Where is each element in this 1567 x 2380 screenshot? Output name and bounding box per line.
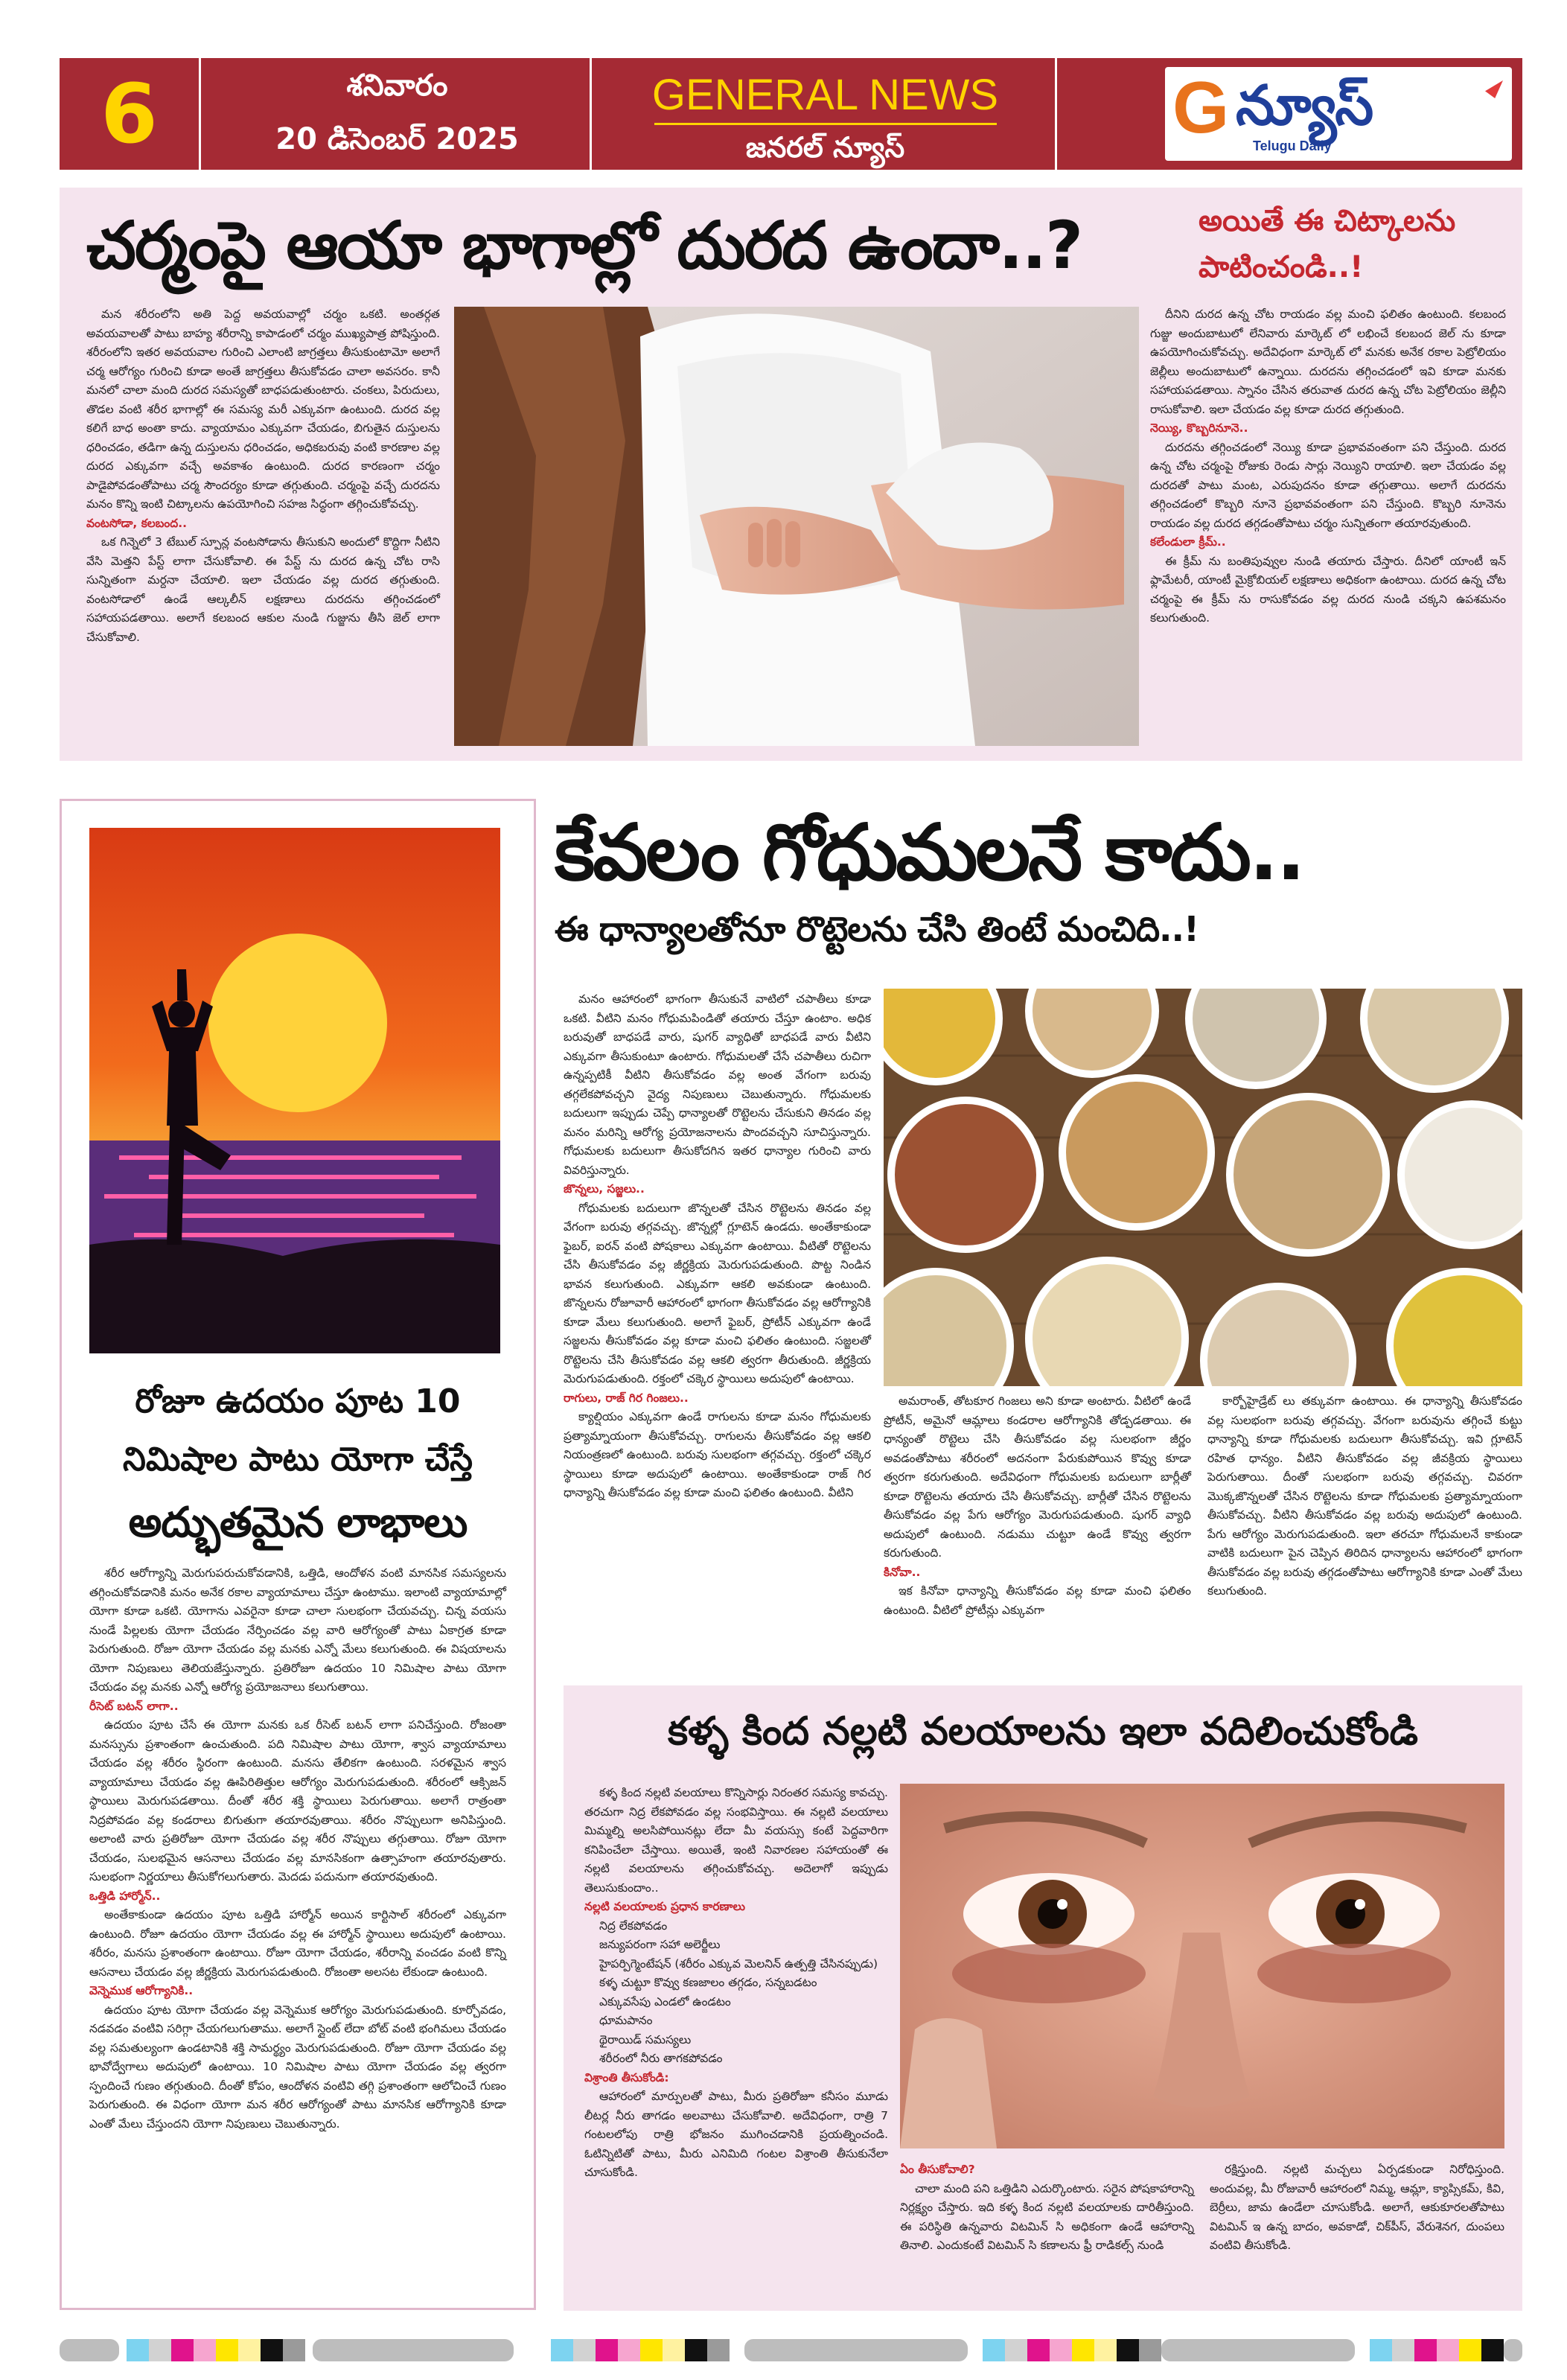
logo-swoosh-icon xyxy=(1485,80,1503,98)
registration-swatch xyxy=(1414,2339,1437,2361)
registration-swatch xyxy=(1094,2339,1117,2361)
section-title-te: జనరల్ న్యూస్ xyxy=(745,131,905,164)
subheading: వెన్నెముక ఆరోగ్యానికి.. xyxy=(89,1984,194,1997)
headline-line-3: అద్భుతమైన లాభాలు xyxy=(128,1499,467,1547)
paragraph: దురదను తగ్గించడంలో నెయ్యి కూడా ప్రభావవంతంగా పని చేస్తుంది. దురద ఉన్న చోట చర్మంపై రోజుకు రెండు సార్లు నెయ్యిని రాయాలి. ఇలా చేయడం వల్ల దురదతో పాటు మంట, ఎరుపుదనం కూడా తగ్గుతాయి. అలాగే దురదను తగ్గించడంలో కొబ్బరి నూనె ప్రభావవంతంగా పని చేస్తుంది. కొబ్బరి నూనెను రాయడం వల్ల దురద తగ్గడంతోపాటు చర్మం సున్నితంగా తయారవుతుంది. xyxy=(1150,440,1506,530)
logo-letter: G xyxy=(1172,66,1230,148)
subheading: కలేండులా క్రీమ్.. xyxy=(1150,535,1226,549)
article-itching-left-column xyxy=(86,305,440,647)
registration-swatch xyxy=(60,2339,119,2361)
subheading: విశ్రాంతి తీసుకోండి: xyxy=(584,2070,669,2084)
tagline-line-2: పాటించండి..! xyxy=(1199,250,1364,284)
itching-arm-photo xyxy=(454,307,1139,746)
registration-swatch xyxy=(618,2339,640,2361)
registration-swatch xyxy=(1161,2339,1355,2361)
registration-swatch xyxy=(640,2339,663,2361)
paragraph: ఉదయం పూట చేసే ఈ యోగా మనకు ఒక రీసెట్ బటన్ లాగా పనిచేస్తుంది. రోజంతా మనస్సును ప్రశాంతంగా ఉంచుతుంది. పది నిమిషాల పాటు యోగా, శ్వాస వ్యాయామాలు చేయడం వల్ల శరీరం స్థిరంగా ఉంటుంది. మనసు తేలికగా ఉంటుంది. సరళమైన శ్వాస వ్యాయామాలు చేయడం వల్ల ఊపిరితిత్తుల ఆరోగ్యం మెరుగుపడుతుంది. శరీరంలో ఆక్సిజన్ స్థాయిలు మెరుగుపడతాయి. దీంతో శరీర శక్తి స్థాయిలు పెరుగుతాయి. అలాగే రాత్రంతా నిద్రపోవడం వల్ల కండరాలు బిగుతుగా తయారవుతాయి. శరీరం నొప్పులుగా అనిపిస్తుంది. అలాంటి వారు ప్రతిరోజూ యోగా చేయడం వల్ల శరీర నొప్పులు తగ్గుతాయి. రోజూ యోగా చేయడం, సులభమైన ఆసనాలు చేయడం వల్ల మానసికంగా ఉత్సాహంగా తయారవుతారు. సులభంగా నిర్ణయాలు తీసుకోగలుగుతారు. మెదడు పదునుగా తయారవుతుంది. xyxy=(89,1718,506,1883)
article-eyes-headline: కళ్ళ కింద నల్లటి వలయాలను ఇలా వదిలించుకోండి xyxy=(668,1709,1418,1754)
yoga-sunset-photo xyxy=(89,828,500,1353)
registration-swatch xyxy=(194,2339,216,2361)
paragraph: దీనిని దురద ఉన్న చోట రాయడం వల్ల మంచి ఫలితం ఉంటుంది. కలబంద గుజ్జు అందుబాటులో లేనివారు మార్కెట్ లో లభించే కలబంద జెల్ ను కూడా ఉపయోగించుకోవచ్చు. అదేవిధంగా మార్కెట్ లో మనకు అనేక రకాల పెట్రోలియం జెల్లీలు అందుబాటులో ఉన్నాయి. దురదను తగ్గించడంలో ఇవి కూడా మనకు సహాయపడతాయి. స్నానం చేసిన తరువాత దురద ఉన్న చోట పెట్రోలియం జెల్లీని రాసుకోవాలి. ఇలా చేయడం వల్ల కూడా దురద తగ్గుతుంది. xyxy=(1150,307,1506,416)
registration-swatch xyxy=(1370,2339,1392,2361)
section-title xyxy=(596,58,1057,170)
article-yoga-headline xyxy=(69,1373,526,1557)
registration-swatch xyxy=(707,2339,730,2361)
subheading: జొన్నలు, సజ్జలు.. xyxy=(564,1182,645,1196)
list-item: థైరాయిడ్ సమస్యలు xyxy=(599,2032,692,2046)
paragraph: అంతేకాకుండా ఉదయం పూట ఒత్తిడి హార్మోన్ అయిన కార్టిసాల్ శరీరంలో ఎక్కువగా ఉంటుంది. రోజూ ఉదయం యోగా చేయడం వల్ల ఈ హార్మోన్ స్థాయిలు అదుపులో ఉంటాయి. శరీరం, మనసు ప్రశాంతంగా ఉంటాయి. రోజూ యోగా చేయడం, శరీరాన్ని వంచడం వంటి కొన్ని ఆసనాలు చేయడం వల్ల జీర్ణక్రియ మెరుగుపడుతుంది. రోజంతా అలసట లేకుండా ఉంటుంది. xyxy=(89,1908,506,1979)
page-number: 6 xyxy=(60,58,201,170)
article-eyes-column-3 xyxy=(1210,2160,1504,2256)
tagline-line-1: అయితే ఈ చిట్కాలను xyxy=(1199,204,1456,238)
article-eyes-column-2 xyxy=(900,2160,1194,2256)
article-grains-headline: కేవలం గోధుమలనే కాదు.. xyxy=(555,807,1303,898)
paragraph: చాలా మంది పని ఒత్తిడిని ఎదుర్కొంటారు. సరైన పోషకాహారాన్ని నిర్లక్ష్యం చేస్తారు. ఇది కళ్ళ కింద నల్లటి వలయాలకు దారితీస్తుంది. ఈ పరిస్థితి ఉన్నవారు విటమిన్ సి అధికంగా ఉండే ఆహారాన్ని తినాలి. ఎందుకంటే విటమిన్ సి కణాలను ఫ్రీ రాడికల్స్ నుండి xyxy=(900,2181,1194,2252)
subheading: వంటసోడా, కలబంద.. xyxy=(86,516,188,530)
list-item: ధూమపానం xyxy=(599,2014,653,2027)
date-box xyxy=(205,58,592,170)
masthead xyxy=(60,58,1522,170)
article-itching xyxy=(60,188,1522,761)
registration-swatch xyxy=(596,2339,618,2361)
registration-swatch xyxy=(663,2339,685,2361)
registration-swatch xyxy=(238,2339,261,2361)
registration-swatch xyxy=(1504,2339,1522,2361)
paragraph: ఈ క్రీమ్ ను బంతిపువ్వుల నుండి తయారు చేస్తారు. దీనిలో యాంటీ ఇన్ ఫ్లామేటరీ, యాంటీ మైక్రోబియల్ లక్షణాలు అధికంగా ఉంటాయి. దురద ఉన్న చోట చర్మంపై ఈ క్రీమ్ ను రాసుకోవడం వల్ల దురద నుండి చక్కని ఉపశమనం కలుగుతుంది. xyxy=(1150,554,1506,625)
weekday: శనివారం xyxy=(346,68,448,103)
subheading: ఏం తీసుకోవాలి? xyxy=(900,2163,975,2176)
list-item: కళ్ళ చుట్టూ కొవ్వు కణజాలం తగ్గడం, సన్నబడటం xyxy=(599,1976,817,1989)
registration-swatch xyxy=(313,2339,514,2361)
subheading: నల్లటి వలయాలకు ప్రధాన కారణాలు xyxy=(584,1900,745,1913)
registration-swatch xyxy=(1005,2339,1027,2361)
headline-line-2: నిమిషాల పాటు యోగా చేస్తే xyxy=(122,1441,473,1478)
headline-line-1: రోజూ ఉదయం పూట 10 xyxy=(135,1382,461,1420)
list-item: ఎక్కువసేపు ఎండలో ఉండటం xyxy=(599,1994,731,2009)
article-itching-right-column xyxy=(1150,305,1506,628)
registration-swatch xyxy=(283,2339,305,2361)
paragraph: మనం ఆహారంలో భాగంగా తీసుకునే వాటిలో చపాతీలు కూడా ఒకటి. వీటిని మనం గోధుమపిండితో తయారు చేస్తూ ఉంటాం. అధిక బరువుతో బాధపడే వారు, షుగర్ వ్యాధితో బాధపడే వారు వీటిని ఎక్కువగా తీసుకుంటూ ఉంటారు. గోధుమలతో చేసే చపాతీలు రుచిగా ఉన్నప్పటికీ వీటిని తీసుకోవడం వల్ల అంత వేగంగా బరువు తగ్గలేకపోవచ్చని వైద్య నిపుణులు చెబుతున్నారు. గోధుమలకు బదులుగా ఇప్పుడు చెప్పే ధాన్యాలతో రొట్టెలను చేసుకుని తినడం వల్ల మనం మరిన్ని ఆరోగ్య ప్రయోజనాలను పొందవచ్చని సూచిస్తున్నారు. గోధుమలకు బదులుగా తీసుకోదగిన ఇతర ధాన్యాల గురించి వారు వివరిస్తున్నారు. xyxy=(564,992,871,1177)
article-yoga xyxy=(60,799,536,2310)
logo-tagline: Telugu Daily xyxy=(1253,138,1332,153)
grains-bowls-photo xyxy=(884,989,1522,1386)
issue-date: 20 డిసెంబర్ 2025 xyxy=(275,122,519,156)
article-eyes-column-1 xyxy=(584,1784,888,2183)
registration-swatch xyxy=(1050,2339,1072,2361)
logo xyxy=(1165,67,1512,161)
subheading: నెయ్యి, కొబ్బరినూనె.. xyxy=(1150,421,1248,435)
registration-swatch xyxy=(171,2339,194,2361)
registration-swatch xyxy=(573,2339,596,2361)
subheading: కినోవా.. xyxy=(884,1565,921,1579)
registration-swatch xyxy=(1459,2339,1481,2361)
registration-swatch xyxy=(685,2339,707,2361)
registration-swatch xyxy=(1392,2339,1414,2361)
registration-swatch xyxy=(744,2339,968,2361)
registration-swatch xyxy=(149,2339,171,2361)
paragraph: ఇక కినోవా ధాన్యాన్ని తీసుకోవడం వల్ల కూడా మంచి ఫలితం ఉంటుంది. వీటిలో ప్రోటీన్లు ఎక్కువగా xyxy=(884,1584,1191,1617)
registration-swatch xyxy=(551,2339,573,2361)
list-item: నిద్ర లేకపోవడం xyxy=(599,1918,668,1933)
article-yoga-body xyxy=(89,1564,506,2134)
print-color-bars xyxy=(60,2339,1522,2361)
dark-circles-eyes-photo xyxy=(900,1784,1504,2148)
registration-swatch xyxy=(1481,2339,1504,2361)
paragraph: ఉదయం పూట యోగా చేయడం వల్ల వెన్నెముక ఆరోగ్యం మెరుగుపడుతుంది. కూర్చోవడం, నడవడం వంటివి సరిగ్గా చేయగలుగుతాము. అలాగే స్లైంట్ లేదా బోట్ వంటి భంగిమలు చేయడం వల్ల సమతుల్యంగా ఉండటానికి శక్తి సామర్థ్యం మెరుగుపడుతుంది. రోజూ యోగా చేయడం వల్ల భావోద్వేగాలు అదుపులో ఉంటాయి. 10 నిమిషాల పాటు యోగా చేయడం వల్ల త్వరగా స్పందించే గుణం తగ్గుతుంది. దీంతో కోపం, ఆందోళన వంటివి తగ్గి ప్రశాంతంగా ఆలోచించే గుణం పెరుగుతుంది. ఈ విధంగా యోగా మన శరీర ఆరోగ్యంతో పాటు మానసిక ఆరోగ్యానికి కూడా ఎంతో మేలు చేస్తుందని యోగా నిపుణులు చెబుతున్నారు. xyxy=(89,2003,506,2131)
paragraph: ఒక గిన్నెలో 3 టేబుల్ స్పూన్ల వంటసోడాను తీసుకుని అందులో కొద్దిగా నీటిని వేసి మెత్తని పేస్ట్ లాగా చేసుకోవాలి. ఈ పేస్ట్ ను దురద ఉన్న చోట రాసి సున్నితంగా మర్దనా చేయాలి. ఇలా చేయడం వల్ల దురద తగ్గుతుంది. వంటసోడాలో ఉండే ఆల్కలీన్ లక్షణాలు దురదను తగ్గించడంలో సహాయపడతాయి. అలాగే కలబంద ఆకుల నుండి గుజ్జును తీసి జెల్ లాగా చేసుకోవాలి. xyxy=(86,535,440,644)
registration-swatch xyxy=(1117,2339,1139,2361)
paragraph: గోధుమలకు బదులుగా జొన్నలతో చేసిన రొట్టెలను తినడం వల్ల వేగంగా బరువు తగ్గవచ్చు. జొన్నల్లో గ్లూటెన్ ఉండదు. అంతేకాకుండా ఫైబర్, ఐరన్ వంటి పోషకాలు ఎక్కువగా ఉంటాయి. వీటితో రొట్టెలను చేసి తీసుకోవడం వల్ల జీర్ణక్రియ మెరుగుపడుతుంది. పొట్ట నిండిన భావన కలుగుతుంది. ఎక్కువగా ఆకలి అవకుండా ఉంటుంది. జొన్నలను రోజూవారీ ఆహారంలో భాగంగా తీసుకోవడం వల్ల ఆరోగ్యానికి కూడా మేలు కలుగుతుంది. అలాగే ఫైబర్, ప్రోటీన్ ఎక్కువగా ఉండే సజ్జలను తీసుకోవడం వల్ల కూడా మంచి ఫలితం ఉంటుంది. సజ్జలతో రొట్టెలను చేసి తీసుకోవడం వల్ల ఆకలి త్వరగా తీరుతుంది. జీర్ణక్రియ మెరుగుపడుతుంది. రక్తంలో చక్కెర స్థాయిలు అదుపులో ఉంటాయి. xyxy=(564,1201,871,1385)
list-item: హైపర్పిగ్మెంటేషన్ (శరీరం ఎక్కువ మెలనిన్ ఉత్పత్తి చేసినప్పుడు) xyxy=(599,1956,878,1971)
article-grains-column-3 xyxy=(1207,1392,1522,1601)
registration-swatch xyxy=(1139,2339,1161,2361)
article-grains-column-1 xyxy=(564,990,871,1503)
article-itching-tagline xyxy=(1199,198,1511,290)
paragraph: రక్షిస్తుంది. నల్లటి మచ్చలు ఏర్పడకుండా నిరోధిస్తుంది. అందువల్ల, మీ రోజువారీ ఆహారంలో నిమ్మ, ఆమ్లా, క్యాప్సికమ్, కివి, బెర్రీలు, జామ ఉండేలా చూసుకోండి. అలాగే, ఆకుకూరలతోపాటు విటమిన్ ఇ ఉన్న బాదం, అవకాడో, చిక్‌పీస్, వేరుశెనగ, దుంపలు వంటివి తీసుకోండి. xyxy=(1210,2163,1504,2252)
article-grains-subheadline: ఈ ధాన్యాలతోనూ రొట్టెలను చేసి తింటే మంచిది..! xyxy=(555,909,1199,949)
article-itching-headline: చర్మంపై ఆయా భాగాల్లో దురద ఉందా..? xyxy=(86,207,1082,284)
registration-swatch xyxy=(1027,2339,1050,2361)
registration-swatch xyxy=(983,2339,1005,2361)
paragraph: అమరాంత్, తోటకూర గింజలు అని కూడా అంటారు. వీటిలో ఉండే ప్రోటీన్, అమైనో ఆమ్లాలు కండరాల ఆరోగ్యానికి తోడ్పడతాయి. ఈ ధాన్యంతో రొట్టెలు చేసి తీసుకోవడం వల్ల సులభంగా జీర్ణం అవడంతోపాటు శరీరంలో అదనంగా పేరుకుపోయిన కొవ్వు కూడా త్వరగా కరుగుతుంది. అదేవిధంగా గోధుమలకు బదులుగా బార్లీతో కూడా రొట్టెలను తయారు చేసి తీసుకోవచ్చు. బార్లీతో చేసిన రొట్టెలను తీసుకోవడం వల్ల పేగు ఆరోగ్యం మెరుగుపడుతుంది. షుగర్ వ్యాధి అదుపులో ఉంటుంది. నడుము చుట్టూ ఉండే కొవ్వు త్వరగా కరుగుతుంది. xyxy=(884,1394,1191,1560)
paragraph: ఆహారంలో మార్పులతో పాటు, మీరు ప్రతిరోజూ కనీసం మూడు లీటర్ల నీరు తాగడం అలవాటు చేసుకోవాలి. అదేవిధంగా, రాత్రి 7 గంటలలోపు రాత్రి భోజనం ముగించడానికి ప్రయత్నించండి. ఓటిన్నిటితో పాటు, మీరు ఎనిమిది గంటల విశ్రాంతి తీసుకునేలా చూసుకోండి. xyxy=(584,2090,888,2179)
registration-swatch xyxy=(1072,2339,1094,2361)
registration-swatch xyxy=(216,2339,238,2361)
article-eyes xyxy=(564,1685,1522,2311)
registration-swatch xyxy=(261,2339,283,2361)
paragraph: శరీర ఆరోగ్యాన్ని మెరుగుపరుచుకోవడానికి, ఒత్తిడి, ఆందోళన వంటి మానసిక సమస్యలను తగ్గించుకోవడానికి మనం అనేక రకాల వ్యాయామాలు చేస్తూ ఉంటాము. ఇలాంటి వ్యాయామాల్లో యోగా కూడా ఒకటి. యోగాను ఎవరైనా కూడా చాలా సులభంగా చేయవచ్చు. చిన్న వయసు నుండే పిల్లలకు యోగా చేయడం నేర్పించడం వల్ల వారి ఆరోగ్యంతో పాటు ఏకాగ్రత కూడా పెరుగుతుంది. రోజూ యోగా చేయడం వల్ల మనకు ఎన్నో మేలు కలుగుతుంది. ఈ విషయాలను యోగా నిపుణులు తెలియజేస్తున్నారు. ప్రతిరోజూ ఉదయం 10 నిమిషాల పాటు యోగా చేయడం వల్ల మనకు ఎన్నో ఆరోగ్య ప్రయోజనాలు కలుగుతాయి. xyxy=(89,1566,506,1694)
paragraph: క్యాల్షియం ఎక్కువగా ఉండే రాగులను కూడా మనం గోధుమలకు ప్రత్యామ్నాయంగా తీసుకోవచ్చు. రాగులను తీసుకోవడం వల్ల ఆకలి నియంత్రణలో ఉంటుంది. బరువు సులభంగా తగ్గవచ్చు. రక్తంలో చక్కెర స్థాయిలు కూడా అదుపులో ఉంటాయి. అంతేకాకుండా రాజ్ గిర ధాన్యాన్ని తీసుకోవడం వల్ల కూడా మంచి ఫలితం ఉంటుంది. వీటిని xyxy=(564,1410,871,1499)
list-item: జన్యుపరంగా సహా అలెర్జీలు xyxy=(599,1938,721,1951)
causes-list xyxy=(584,1917,888,2069)
registration-swatch xyxy=(1437,2339,1459,2361)
subheading: ఒత్తిడి హార్మోన్.. xyxy=(89,1889,161,1903)
paragraph: కార్బోహైడ్రేట్ లు తక్కువగా ఉంటాయి. ఈ ధాన్యాన్ని తీసుకోవడం వల్ల సులభంగా బరువు తగ్గవచ్చు. వేగంగా బరువును తగ్గించే కుట్టు ధాన్యాన్ని కూడా గోధుమలకు బదులుగా తీసుకోవచ్చు. ఇవి గ్లూటెన్ రహిత ధాన్యం. వీటిని తీసుకోవడం వల్ల జీవక్రియ స్థాయిలు పెరుగుతాయి. దీంతో సులభంగా బరువు తగ్గవచ్చు. చివరగా మొక్కజొన్నలతో చేసిన రొట్టెలను కూడా గోధుమలకు ప్రత్యామ్నాయంగా తీసుకోవచ్చు. వీటిని తీసుకోవడం వల్ల బరువు అదుపులో ఉంటుంది. పేగు ఆరోగ్యం మెరుగుపడుతుంది. ఇలా తరచూ గోధుమలనే కాకుండా వాటికి బదులుగా పైన చెప్పిన తిరిదిన ధాన్యాలను ఆహారంలో భాగంగా తీసుకోవడం వల్ల బరువు తగ్గడంతోపాటు ఆరోగ్యానికి కూడా ఎంతో మేలు కలుగుతుంది. xyxy=(1207,1394,1522,1598)
list-item: శరీరంలో నీరు తాగకపోవడం xyxy=(599,2052,723,2065)
section-title-en: GENERAL NEWS xyxy=(596,70,1055,125)
subheading: రాగులు, రాజ్ గిర గింజలు.. xyxy=(564,1391,689,1405)
logo-word: న్యూస్ xyxy=(1236,74,1373,138)
subheading: రీసెట్ బటన్ లాగా.. xyxy=(89,1699,179,1713)
registration-swatch xyxy=(127,2339,149,2361)
article-grains-column-2 xyxy=(884,1392,1191,1620)
paragraph: కళ్ళ కింద నల్లటి వలయాలు కొన్నిసార్లు నిరంతర సమస్య కావచ్చు. తరచుగా నిద్ర లేకపోవడం వల్ల సంభవిస్తాయి. ఈ నల్లటి వలయాలు మిమ్మల్ని అలసిపోయినట్లు లేదా మీ వయస్సు కంటే పెద్దవారిగా కనిపించేలా చేస్తాయి. అయితే, ఇంటి నివారణల సహాయంతో ఈ నల్లటి వలయాలను తగ్గించుకోవచ్చు. అదెలాగో ఇప్పుడు తెలుసుకుందాం.. xyxy=(584,1786,888,1895)
paragraph: మన శరీరంలోని అతి పెద్ద అవయవాల్లో చర్మం ఒకటి. అంతర్గత అవయవాలతో పాటు బాహ్య శరీరాన్ని కాపాడంలో చర్మం ముఖ్యపాత్ర పోషిస్తుంది. శరీరంలోని ఇతర అవయవాల గురించి ఎలాంటి జాగ్రత్తలు తీసుకుంటామో అలాగే చర్మ ఆరోగ్యం గురించి కూడా అంతే జాగ్రత్తలు తీసుకోవడం చాలా అవసరం. కానీ మనలో చాలా మంది దురద సమస్యతో బాధపడుతుంటారు. చంకలు, పిరుదులు, తొడల వంటి శరీర భాగాల్లో ఈ సమస్య మరీ ఎక్కువగా ఉంటుంది. దురద వల్ల కలిగే బాధ అంతా కాదు. వ్యాయామం ఎక్కువగా చేయడం, బిగుతైన దుస్తులను ధరించడం, తడిగా ఉన్న దుస్తులను ధరించడం, అధికబరువు వంటి కారణాల వల్ల దురద ఎక్కువగా వచ్చే అవకాశం ఉంటుంది. దురద కారణంగా చర్మం పాడైపోవడంతోపాటు చర్మ సౌందర్యం కూడా తగ్గుతుంది. చర్మంపై వచ్చే దురదను మనం కొన్ని ఇంటి చిట్కాలను ఉపయోగించి సహజ సిద్ధంగా తగ్గించుకోవచ్చు. xyxy=(86,307,440,511)
